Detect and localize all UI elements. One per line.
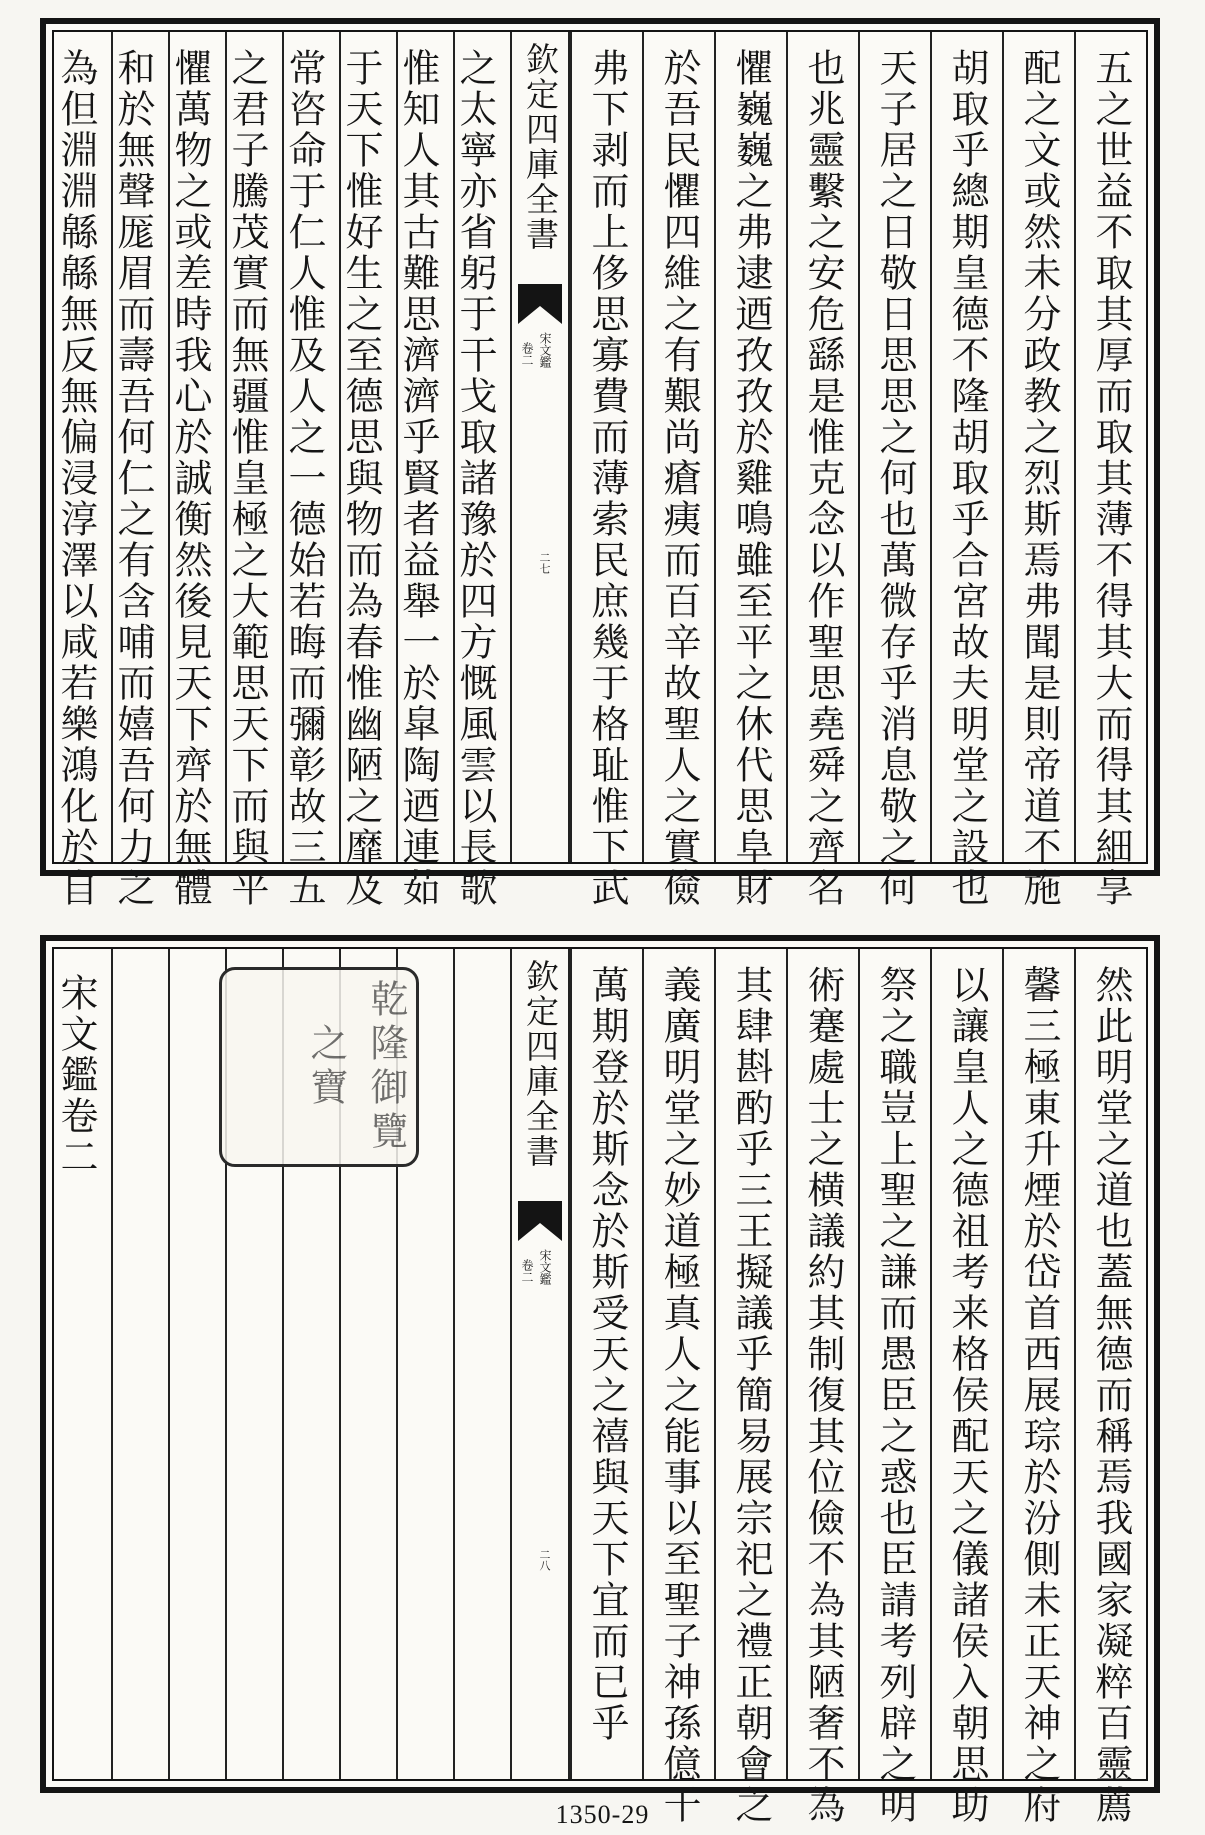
empty-column: [453, 949, 510, 1779]
column-text: 胡取乎總期皇德不隆胡取乎合宮故夫明堂之設也: [945, 48, 989, 909]
column-text: 之太寧亦省躬于干戈取諸豫於四方慨風雲以長歌: [453, 48, 497, 909]
fish-tail-mark: [518, 284, 562, 324]
empty-column: [111, 949, 168, 1779]
column-text: 天子居之日敬日思思之何也萬微存乎消息敬之何: [873, 48, 917, 909]
column-text: 惟知人其古難思濟濟乎賢者益舉一於皐陶迺連茹: [396, 48, 440, 909]
center-fold-column: [510, 32, 570, 862]
seal-inscription: 乾隆御覽之寶: [304, 979, 408, 1155]
closing-title-column: [54, 949, 111, 1779]
footer-page-number: 1350-29: [555, 1800, 650, 1829]
column-text: 之君子騰茂實而無疆惟皇極之大範思天下而與平: [225, 48, 269, 909]
imperial-seal: [219, 967, 419, 1167]
fish-tail-mark: [518, 1201, 562, 1241]
folio-number: 二七: [538, 552, 551, 574]
column-text: 馨三極東升煙於岱首西展琮於汾側未正天神之府: [1017, 965, 1061, 1826]
column-text: 和於無聲厖眉而壽吾何仁之有含哺而嬉吾何力之: [111, 48, 155, 909]
column-text: 五之世益不取其厚而取其薄不得其大而得其細享: [1089, 48, 1133, 909]
text-column: [930, 32, 1002, 909]
text-column: [1002, 949, 1074, 1826]
text-column: [570, 949, 642, 1779]
book-title: 欽定四庫全書: [521, 959, 560, 1169]
book-short-title: 宋文鑑: [538, 332, 552, 368]
column-text: 懼萬物之或差時我心於誠衡然後見天下齊於無體: [168, 48, 212, 909]
text-column: [858, 32, 930, 909]
book-short-title: 宋文鑑: [538, 1249, 552, 1285]
column-text: 祭之職豈上聖之謙而愚臣之惑也臣請考列辟之明: [873, 965, 917, 1826]
empty-column: [168, 949, 225, 1779]
text-column: [1074, 32, 1146, 909]
text-column: [1074, 949, 1146, 1826]
column-text: 術蹇處士之横議約其制復其位儉不為其陋奢不為: [801, 965, 845, 1826]
text-column: [453, 32, 510, 909]
top-page-frame: [52, 30, 1148, 909]
column-text: 於吾民懼四維之有艱尚瘡痍而百辛故聖人之實儉: [657, 48, 701, 909]
closing-title: 宋文鑑卷二: [54, 973, 98, 1178]
volume-label: 卷二: [520, 342, 534, 366]
text-column: [786, 949, 858, 1826]
center-fold-column: [510, 949, 570, 1779]
text-column: [858, 949, 930, 1826]
text-column: [642, 32, 714, 909]
column-text: 也兆靈繫之安危繇是惟克念以作聖思堯舜之齊名: [801, 48, 845, 909]
column-text: 于天下惟好生之至德思與物而為春惟幽陋之靡及: [339, 48, 383, 909]
column-text: 義廣明堂之妙道極真人之能事以至聖子神孫億千: [657, 965, 701, 1826]
text-column: [930, 949, 1002, 1826]
text-column: [1002, 32, 1074, 909]
column-text: 為但淵淵緜緜無反無偏浸淳澤以咸若樂鴻化於自: [54, 48, 98, 909]
text-column: [570, 32, 642, 909]
column-text: 其肆斟酌乎三王擬議乎簡易展宗祀之禮正朝會之: [729, 965, 773, 1826]
column-text: 然此明堂之道也蓋無德而稱焉我國家凝粹百靈薦: [1089, 965, 1133, 1826]
column-text: 以讓皇人之德祖考来格侯配天之儀諸侯入朝思助: [945, 965, 989, 1826]
column-text: 弗下剥而上侈思寡費而薄索民庶幾于格耻惟下武: [585, 48, 629, 909]
folio-number: 二八: [538, 1549, 551, 1571]
text-column: [714, 949, 786, 1826]
column-text: 配之文或然未分政教之烈斯焉弗聞是則帝道不施: [1017, 48, 1061, 909]
text-column: [714, 32, 786, 909]
volume-label: 卷二: [520, 1259, 534, 1283]
book-title: 欽定四庫全書: [521, 42, 560, 252]
column-text: 萬期登於斯念於斯受天之禧與天下宜而已乎: [585, 965, 629, 1744]
text-column: [786, 32, 858, 909]
column-text: 懼巍巍之弗逮迺孜孜於雞鳴雖至平之休代思阜財: [729, 48, 773, 909]
top-page: [40, 18, 1160, 909]
text-column: [642, 949, 714, 1826]
column-text: 常咨命于仁人惟及人之一德始若晦而彌彰故三五: [282, 48, 326, 909]
